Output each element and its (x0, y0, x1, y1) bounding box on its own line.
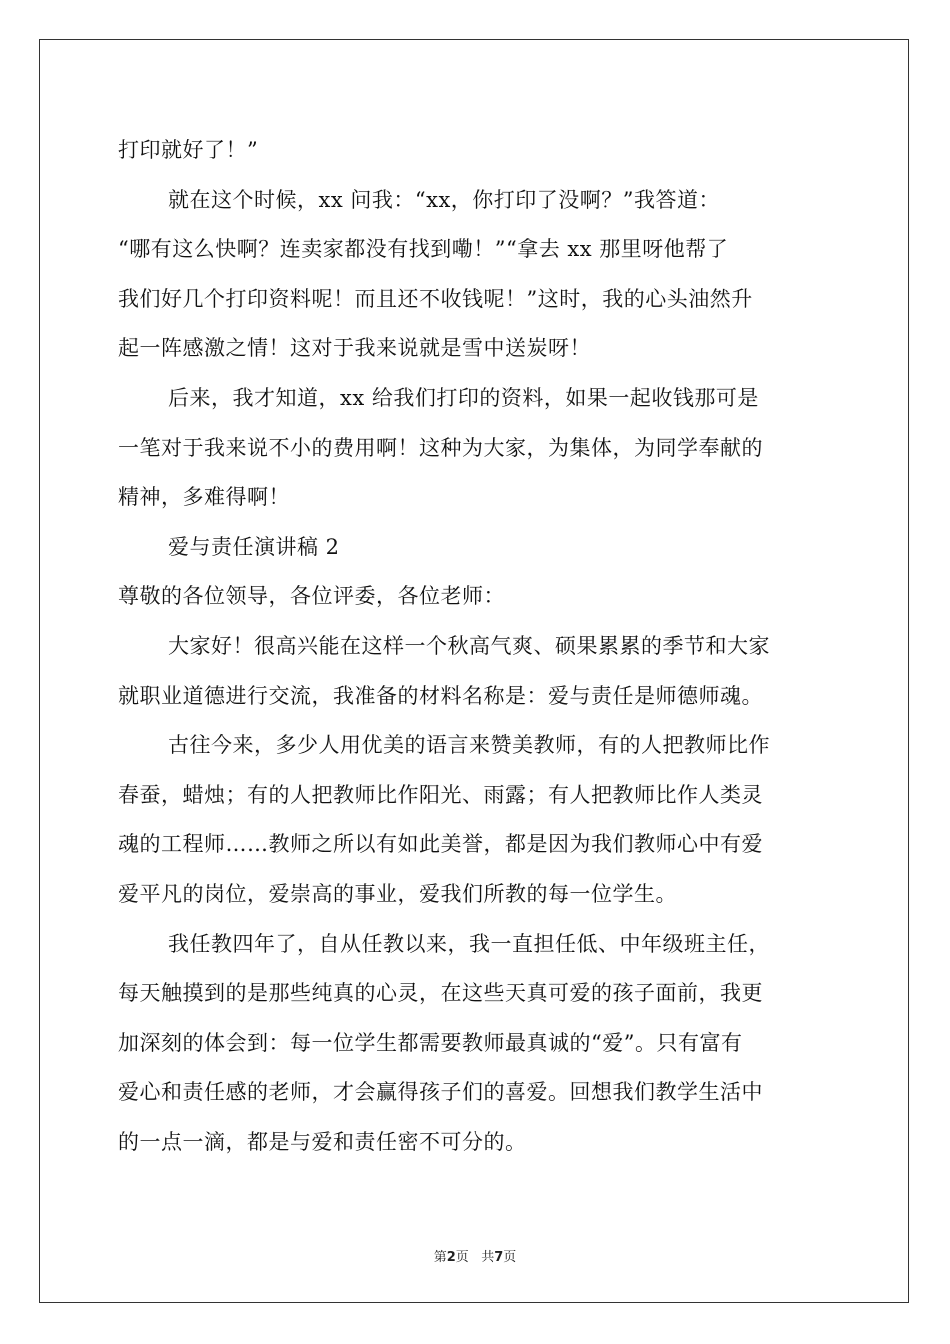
text-line: 春蚕，蜡烛；有的人把教师比作阳光、雨露；有人把教师比作人类灵 (118, 782, 763, 807)
page-suffix: 页 (455, 1250, 469, 1265)
text-line: 的一点一滴，都是与爱和责任密不可分的。 (118, 1129, 527, 1154)
section-heading: 爱与责任演讲稿 2 (168, 534, 340, 559)
text-line: 每天触摸到的是那些纯真的心灵，在这些天真可爱的孩子面前，我更 (118, 981, 763, 1006)
text-line: 古往今来，多少人用优美的语言来赞美教师，有的人把教师比作 (168, 733, 770, 758)
text-line: 就在这个时候，xx 问我：“xx，你打印了没啊？”我答道： (168, 187, 721, 212)
total-suffix: 页 (503, 1250, 517, 1265)
text-line: 就职业道德进行交流，我准备的材料名称是：爱与责任是师德师魂。 (118, 683, 763, 708)
page-footer (0, 1246, 950, 1265)
text-line: 我任教四年了，自从任教以来，我一直担任低、中年级班主任， (168, 931, 770, 956)
text-line: 后来，我才知道，xx 给我们打印的资料，如果一起收钱那可是 (168, 385, 759, 410)
total-pages: 7 (494, 1250, 504, 1265)
text-line: 我们好几个打印资料呢！而且还不收钱呢！”这时，我的心头油然升 (118, 286, 753, 311)
page-number: 2 (446, 1250, 456, 1265)
document-body (118, 126, 838, 1167)
text-line: 大家好！很高兴能在这样一个秋高气爽、硕果累累的季节和大家 (168, 633, 770, 658)
text-line: 起一阵感激之情！这对于我来说就是雪中送炭呀！ (118, 336, 591, 361)
text-line: “哪有这么快啊？连卖家都没有找到嘞！”“拿去 xx 那里呀他帮了 (118, 237, 729, 262)
text-line: 爱平凡的岗位，爱崇高的事业，爱我们所教的每一位学生。 (118, 881, 677, 906)
text-line: 打印就好了！” (118, 138, 259, 162)
text-line: 爱心和责任感的老师，才会赢得孩子们的喜爱。回想我们教学生活中 (118, 1080, 763, 1105)
text-line: 魂的工程师……教师之所以有如此美誉，都是因为我们教师心中有爱 (118, 832, 763, 857)
text-line: 一笔对于我来说不小的费用啊！这种为大家，为集体，为同学奉献的 (118, 435, 763, 460)
total-prefix: 共 (481, 1250, 495, 1265)
page-prefix: 第 (433, 1250, 447, 1265)
salutation: 尊敬的各位领导，各位评委，各位老师： (118, 584, 505, 609)
text-line: 加深刻的体会到：每一位学生都需要教师最真诚的“爱”。只有富有 (118, 1030, 743, 1055)
text-line: 精神，多难得啊！ (118, 485, 290, 510)
